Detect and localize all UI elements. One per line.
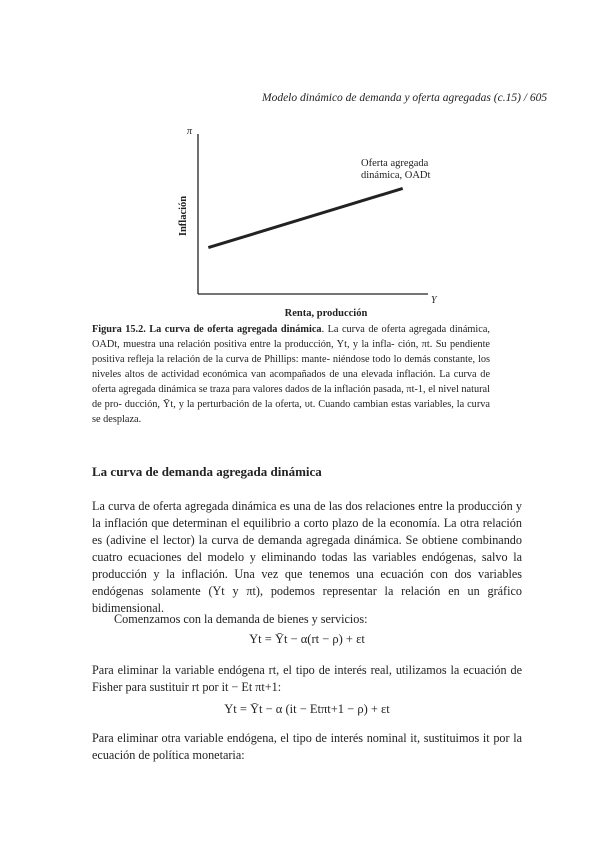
caption-line: se traza para valores dados de la inflación pasada, πt-1, el nivel natural de pro- [92, 384, 490, 410]
paragraph-3: Para eliminar la variable endógena rt, el tipo de interés real, utilizamos la ecuación de Fisher para sustituir rt por it − Et πt+1: [92, 663, 522, 694]
series-annotation-line1: Oferta agregada [361, 158, 429, 169]
x-axis-symbol: Y [431, 295, 437, 306]
paragraph-1: La curva de oferta agregada dinámica es una de las dos relaciones entre la producción y la inflación que determinan el equilibrio a corto plazo de la economía. La otra relación es (adivine el lector) la curva de demanda agregada dinámica. Se obtiene combinando cuatro ecuaciones del modelo y eliminando todas las variables endógenas, salvo la producción y la inflación. Una vez que tenemos una ecuación con dos variables endógenas solamente (Yt y πt), podemos representar la relación en un gráfico bidimensional. [92, 499, 522, 615]
equation-fisher: Yt = Ȳt − α (it − Etπt+1 − ρ) + εt [224, 702, 390, 716]
caption-line: ducción, Ȳt, y la perturbación de la oferta, υt. Cuando cambian estas variables, [124, 399, 454, 410]
running-head: Modelo dinámico de demanda y oferta agregadas (c.15) / 605 [262, 92, 548, 104]
caption-line: acompañados de una elevada inflación. La curva de oferta agregada dinámica [92, 369, 491, 395]
paragraph-4: Para eliminar otra variable endógena, el tipo de interés nominal it, sustituimos it por la ecuación de política monetaria: [92, 731, 522, 762]
caption-line: dinámica, OADt, muestra una relación positiva entre la producción, Yt, y la infla- [92, 324, 490, 350]
oad-chart [170, 120, 450, 320]
x-axis-label: Renta, producción [284, 308, 368, 319]
caption-line: ción, πt. Su pendiente positiva refleja la relación de la curva de Phillips: mante- [92, 339, 491, 365]
y-axis-symbol: π [187, 126, 193, 137]
equation-demand: Yt = Ȳt − α(rt − ρ) + εt [249, 632, 365, 646]
caption-line: la curva se desplaza. [92, 399, 490, 425]
paragraph-2: Comenzamos con la demanda de bienes y servicios: [114, 612, 368, 626]
figure-caption [92, 322, 490, 427]
caption-line: . La curva de oferta agregada [321, 324, 447, 335]
y-axis-label: Inflación [178, 195, 189, 237]
section-title: La curva de demanda agregada dinámica [92, 464, 322, 479]
caption-label: Figura 15.2. La curva de oferta agregada dinámica [92, 324, 322, 335]
series-annotation-line2: dinámica, OADt [361, 170, 431, 181]
caption-line: niéndose todo lo demás constante, los niveles altos de actividad económica van [92, 354, 491, 380]
oad-series-line [208, 188, 402, 247]
